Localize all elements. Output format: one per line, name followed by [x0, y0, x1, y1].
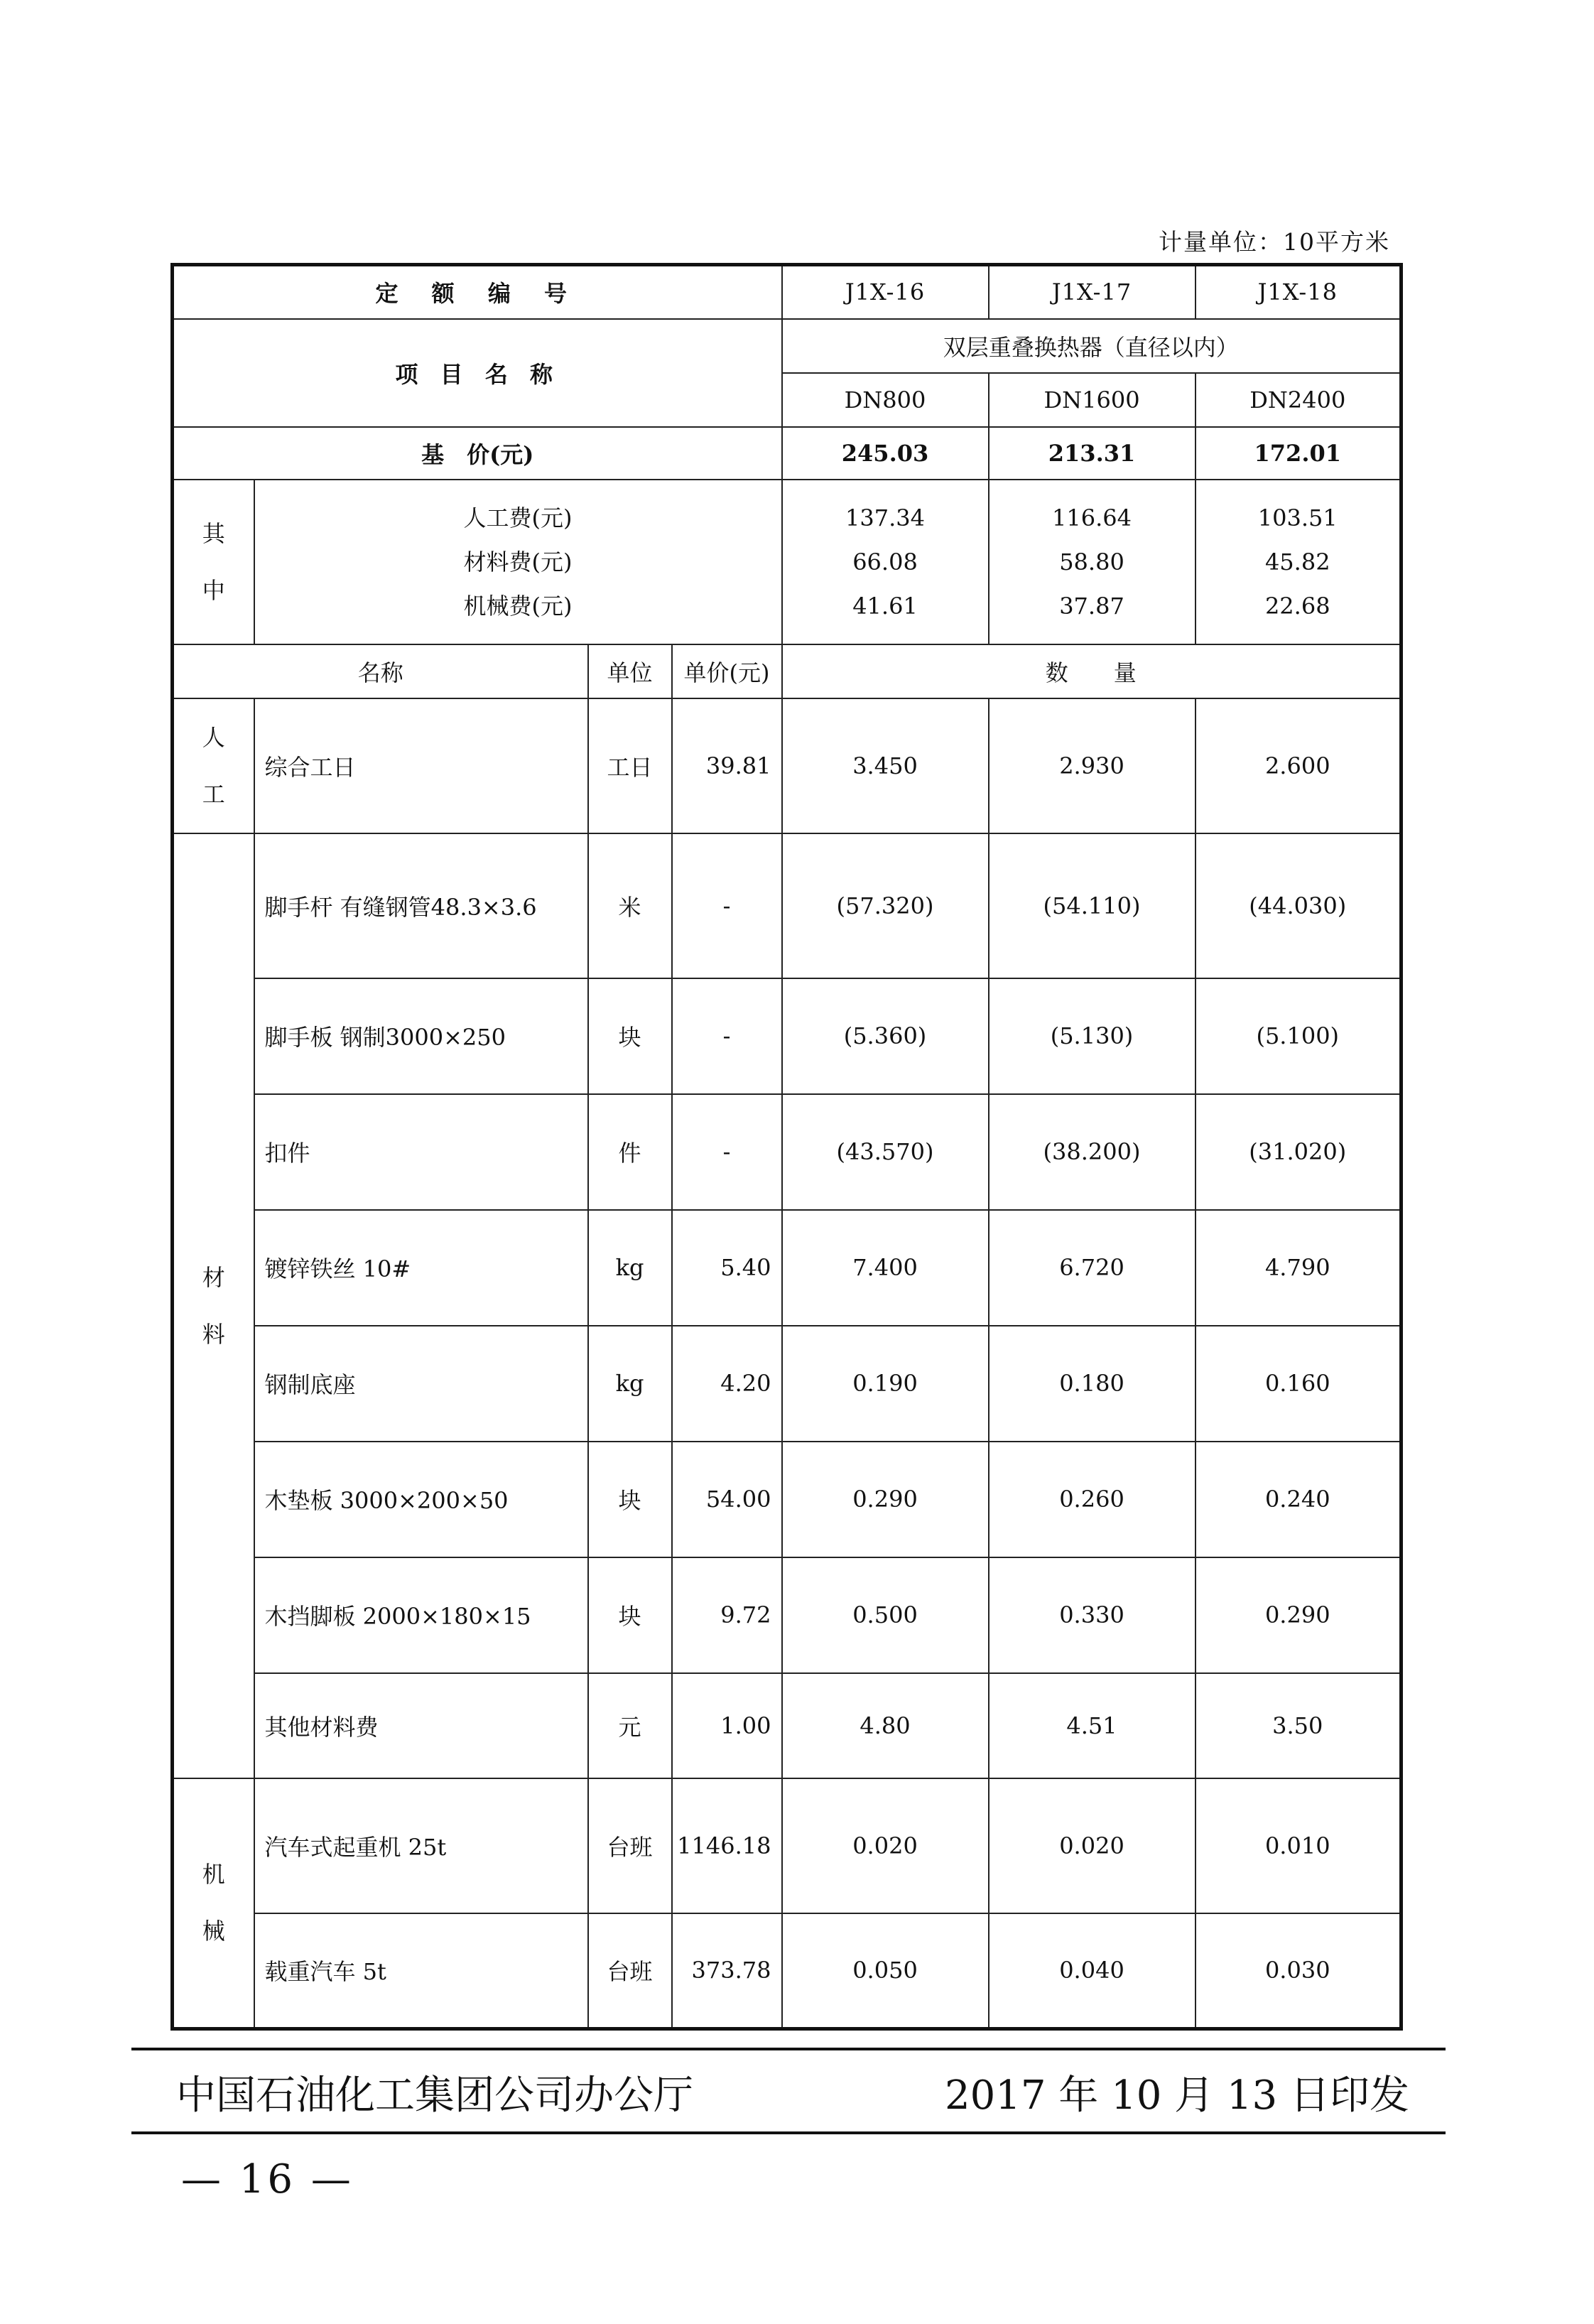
- machinery-fee-label: 机械费(元): [463, 592, 573, 620]
- code-3: J1X-18: [1196, 265, 1401, 319]
- breakdown-value: 58.80: [1059, 548, 1124, 575]
- page-number: — 16 —: [181, 2156, 354, 2203]
- breakdown-label: [173, 480, 254, 644]
- breakdown-label-bottom: 中: [202, 576, 225, 604]
- resource-qty: 0.010: [1196, 1778, 1401, 1913]
- resource-qty: 7.400: [782, 1210, 989, 1326]
- machinery-label-top: 机: [202, 1861, 225, 1888]
- size-3: DN2400: [1196, 373, 1401, 427]
- quota-table: [170, 263, 1403, 2031]
- breakdown-value: 22.68: [1264, 592, 1330, 620]
- col-price-header: 单价(元): [672, 644, 782, 698]
- resource-price: -: [672, 978, 782, 1094]
- issuing-organization: 中国石油化工集团公司办公厅: [176, 2072, 693, 2119]
- resource-qty: 3.50: [1196, 1673, 1401, 1778]
- resource-unit: 元: [588, 1673, 672, 1778]
- resource-qty: (5.100): [1196, 978, 1401, 1094]
- base-price-2: 213.31: [989, 427, 1196, 480]
- quota-no-label: 定 额 编 号: [173, 265, 782, 319]
- col-name-header: 名称: [173, 644, 588, 698]
- materials-label: [173, 833, 254, 1778]
- resource-qty: 2.600: [1196, 698, 1401, 833]
- code-2: J1X-17: [989, 265, 1196, 319]
- quota-code-row: [173, 265, 1401, 319]
- resource-qty: 0.040: [989, 1913, 1196, 2029]
- resource-name: 汽车式起重机 25t: [254, 1778, 588, 1913]
- col-qty-header: 数 量: [782, 644, 1401, 698]
- machinery-label-bottom: 械: [202, 1918, 225, 1945]
- breakdown-row: [173, 480, 1401, 644]
- resource-name: 载重汽车 5t: [254, 1913, 588, 2029]
- resource-unit: 件: [588, 1094, 672, 1210]
- resource-qty: 0.330: [989, 1557, 1196, 1673]
- labor-row: [173, 698, 1401, 833]
- resource-qty: 0.290: [782, 1442, 989, 1557]
- material-row: [173, 1210, 1401, 1326]
- resource-qty: (44.030): [1196, 833, 1401, 978]
- breakdown-value: 37.87: [1059, 592, 1124, 620]
- footer-top-rule: [131, 2048, 1446, 2050]
- labor-fee-label: 人工费(元): [463, 504, 573, 531]
- resource-price: -: [672, 1094, 782, 1210]
- resource-qty: (5.130): [989, 978, 1196, 1094]
- breakdown-value: 137.34: [845, 504, 925, 531]
- material-row: [173, 1326, 1401, 1442]
- resource-qty: (54.110): [989, 833, 1196, 978]
- resource-qty: 4.80: [782, 1673, 989, 1778]
- column-header-row: [173, 644, 1401, 698]
- resource-price: 1146.18: [672, 1778, 782, 1913]
- base-price-1: 245.03: [782, 427, 989, 480]
- material-row: [173, 1557, 1401, 1673]
- resource-qty: 0.240: [1196, 1442, 1401, 1557]
- resource-qty: 0.020: [782, 1778, 989, 1913]
- labor-label-bottom: 工: [202, 780, 225, 808]
- unit-note: 计量单位：10平方米: [1159, 228, 1390, 256]
- resource-name: 脚手板 钢制3000×250: [254, 978, 588, 1094]
- resource-qty: 4.790: [1196, 1210, 1401, 1326]
- resource-name: 脚手杆 有缝钢管48.3×3.6: [254, 833, 588, 978]
- resource-unit: 台班: [588, 1913, 672, 2029]
- breakdown-col-3: [1196, 480, 1401, 644]
- machinery-label: [173, 1778, 254, 2029]
- labor-label: [173, 698, 254, 833]
- resource-unit: kg: [588, 1210, 672, 1326]
- resource-qty: 0.050: [782, 1913, 989, 2029]
- resource-qty: 6.720: [989, 1210, 1196, 1326]
- materials-label-bottom: 料: [202, 1320, 225, 1348]
- resource-unit: 台班: [588, 1778, 672, 1913]
- breakdown-value: 45.82: [1264, 548, 1330, 575]
- resource-qty: (57.320): [782, 833, 989, 978]
- group-title: 双层重叠换热器（直径以内）: [782, 319, 1401, 373]
- resource-qty: 3.450: [782, 698, 989, 833]
- resource-price: 5.40: [672, 1210, 782, 1326]
- base-price-label: 基 价(元): [173, 427, 782, 480]
- machinery-row: [173, 1913, 1401, 2029]
- resource-qty: 0.160: [1196, 1326, 1401, 1442]
- item-name-label: 项 目 名 称: [173, 319, 782, 427]
- material-row: [173, 833, 1401, 978]
- resource-name: 木挡脚板 2000×180×15: [254, 1557, 588, 1673]
- resource-name: 木垫板 3000×200×50: [254, 1442, 588, 1557]
- breakdown-col-1: [782, 480, 989, 644]
- issue-date: 2017 年 10 月 13 日印发: [944, 2072, 1409, 2119]
- breakdown-value: 103.51: [1257, 504, 1338, 531]
- breakdown-value: 41.61: [852, 592, 918, 620]
- breakdown-value: 66.08: [852, 548, 918, 575]
- resource-qty: 0.020: [989, 1778, 1196, 1913]
- resource-qty: (38.200): [989, 1094, 1196, 1210]
- material-row: [173, 1442, 1401, 1557]
- resource-name: 综合工日: [254, 698, 588, 833]
- base-price-3: 172.01: [1196, 427, 1401, 480]
- breakdown-col-2: [989, 480, 1196, 644]
- machinery-row: [173, 1778, 1401, 1913]
- material-row: [173, 1673, 1401, 1778]
- resource-qty: 0.260: [989, 1442, 1196, 1557]
- resource-price: 4.20: [672, 1326, 782, 1442]
- code-1: J1X-16: [782, 265, 989, 319]
- resource-name: 钢制底座: [254, 1326, 588, 1442]
- material-row: [173, 978, 1401, 1094]
- resource-unit: 米: [588, 833, 672, 978]
- breakdown-label-top: 其: [202, 519, 225, 547]
- resource-unit: 块: [588, 978, 672, 1094]
- resource-qty: (43.570): [782, 1094, 989, 1210]
- size-2: DN1600: [989, 373, 1196, 427]
- resource-price: 54.00: [672, 1442, 782, 1557]
- resource-price: 373.78: [672, 1913, 782, 2029]
- resource-unit: kg: [588, 1326, 672, 1442]
- resource-qty: 0.180: [989, 1326, 1196, 1442]
- resource-price: 9.72: [672, 1557, 782, 1673]
- resource-name: 镀锌铁丝 10#: [254, 1210, 588, 1326]
- resource-name: 其他材料费: [254, 1673, 588, 1778]
- resource-qty: 0.190: [782, 1326, 989, 1442]
- resource-qty: 0.290: [1196, 1557, 1401, 1673]
- resource-unit: 块: [588, 1442, 672, 1557]
- footer-bottom-rule: [131, 2131, 1446, 2134]
- resource-unit: 工日: [588, 698, 672, 833]
- size-1: DN800: [782, 373, 989, 427]
- resource-qty: (31.020): [1196, 1094, 1401, 1210]
- labor-label-top: 人: [202, 723, 225, 751]
- materials-label-top: 材: [202, 1263, 225, 1291]
- resource-qty: 2.930: [989, 698, 1196, 833]
- base-price-row: [173, 427, 1401, 480]
- resource-qty: 0.500: [782, 1557, 989, 1673]
- resource-unit: 块: [588, 1557, 672, 1673]
- resource-name: 扣件: [254, 1094, 588, 1210]
- breakdown-value: 116.64: [1052, 504, 1132, 531]
- resource-qty: 4.51: [989, 1673, 1196, 1778]
- resource-qty: (5.360): [782, 978, 989, 1094]
- material-row: [173, 1094, 1401, 1210]
- resource-qty: 0.030: [1196, 1913, 1401, 2029]
- breakdown-items: [254, 480, 782, 644]
- col-unit-header: 单位: [588, 644, 672, 698]
- resource-price: 1.00: [672, 1673, 782, 1778]
- material-fee-label: 材料费(元): [463, 548, 573, 575]
- item-name-row: [173, 319, 1401, 373]
- resource-price: -: [672, 833, 782, 978]
- resource-price: 39.81: [672, 698, 782, 833]
